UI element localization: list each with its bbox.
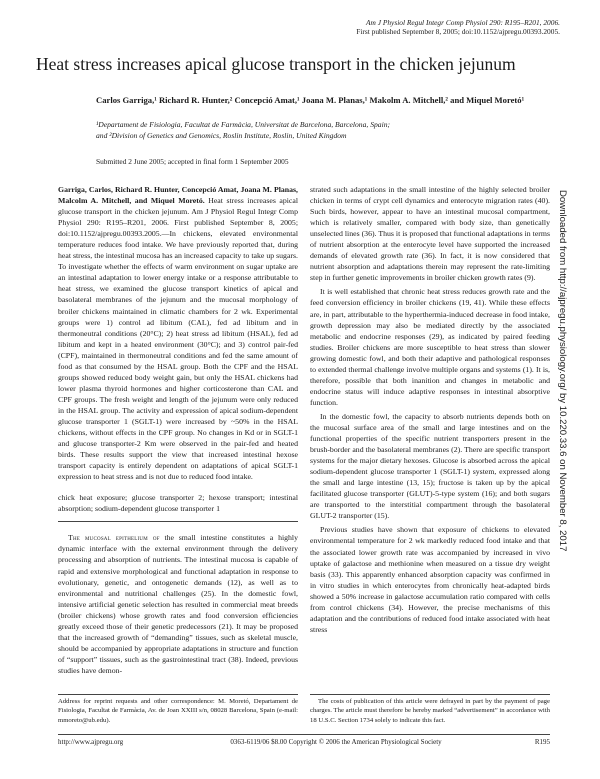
- affiliation-1: ¹Departament de Fisiologia, Facultat de Farmàcia, Universitat de Barcelona, Barcelona, Spain;: [96, 120, 391, 129]
- running-head: [140, 18, 560, 36]
- paragraph-heat-stress: It is well established that chronic heat stress reduces growth rate and the feed conversion efficiency in broiler chickens (19, 41). While these effects are, in part, attributable to the hyperthermia-induced decrease in food intake, growth depression may also be mediated directly by the associated metabolic and endocrine responses (29), as indicated by paired feeding studies. Broiler chickens are more susceptible to heat stress than slower growing domestic fowl, and both their adaptive and pathological responses to extended thermal challenge involve multiple organs and systems (1). It is, therefore, possible that both inanition and changes in metabolic and endocrine status will induce adaptive responses in intestinal absorptive function.: [310, 287, 550, 407]
- right-column: [310, 184, 550, 635]
- download-watermark: Downloaded from http://ajpregu.physiology.org/ by 10.220.33.6 on November 8, 2017: [557, 190, 568, 552]
- paragraph-previous-studies: Previous studies have shown that exposure of chickens to elevated environmental temperature for 2 wk markedly reduced food intake and that the associated lower growth rate was accompanied by increased in vivo uptake of galactose and methionine when measured on a tissue dry weight basis (33). This apparently enhanced absorption capacity was confirmed in in vitro studies in which enterocytes from chronically heat-adapted birds showed a 50% increase in galactose accumulation ratio compared with cells from control chickens (34). However, the precise mechanisms of this adaptation and the contributions of reduced food intake associated with heat stress: [310, 525, 550, 634]
- running-head-doi: First published September 8, 2005; doi:10.1152/ajpregu.00393.2005.: [356, 27, 560, 36]
- footnote-divider-left: [58, 694, 298, 695]
- intro-lead: The mucosal epithelium of: [68, 533, 160, 543]
- intro-text: the small intestine constitutes a highly dynamic interface with the external environment through the delivery processing and absorption of nutrients. The intestinal mucosa is capable of rapid and extensive morphological and functional adaptation in response to evolutionary, genetic, and ontogenetic demands (12), as well as to environmental and nutritional challenges (25). In the domestic fowl, intensive artificial genetic selection has resulted in commercial meat breeds (broiler chickens) whose growth rates and food conversion efficiencies greatly exceed those of their genetic predecessors (21). It may be proposed that the increased growth of “demanding” tissues, such as skeletal muscle, should be accompanied by appropriate adaptations in structure and function of “support” tissues, such as the gastrointestinal tract (38). Indeed, previous studies have demon-: [58, 533, 298, 675]
- page-number: R195: [534, 738, 550, 746]
- abstract-text: Heat stress increases apical glucose transport in the chicken jejunum. Am J Physiol Regul Integr Comp Physiol 290: R195–R201, 2006. First published September 8, 2005; doi:10.1152/ajpregu.00393.2005.—In chickens, elevated environmental temperature reduces food intake. We have previously reported that, during heat stress, the intestinal mucosa has an increased capacity to take up sugars. To investigate whether the effects of warm environment on sugar uptake are an intestinal adaptation to lower energy intake or a response attributable to heat stress, we examined the glucose transport kinetics of apical and basolateral membranes of the jejunum and the mucosal morphology of broiler chickens maintained in climatic chambers for 2 wk. Experimental groups were 1) control ad libitum (CAL), fed ad libitum and in thermoneutral conditions (20°C); 2) heat stress ad libitum (HSAL), fed ad libitum and kept in a heated environment (30°C); and 3) control pair-fed (CPF), maintained in thermoneutral conditions and fed the same amount of food as that consumed by the HSAL group. Both the CPF and the HSAL groups showed reduced body weight gain, but only the HSAL chickens had lower plasma thyroid hormones and higher corticosterone than CAL and CPF groups. The fresh weight and length of the jejunum were only reduced in the HSAL group. The activity and expression of apical sodium-dependent glucose transporter 1 (SGLT-1) were increased by ~50% in the HSAL chickens, without effects in the CPF group. No changes in Kd or in SGLT-1 and glucose transporter-2 Km were observed in the pair-fed and heated birds. These results support the view that increased intestinal hexose transport capacity is entirely dependent on adaptations of apical SGLT-1 expression to heat stress and is not due to reduced food intake.: [58, 196, 298, 482]
- paragraph-domestic-fowl: In the domestic fowl, the capacity to absorb nutrients depends both on the mucosal surface area of the small and large intestines and on the functional properties of the specific nutrient transporters present in the brush-border and the basolateral membranes (2). There are specific transport systems for the major dietary hexoses. Glucose is absorbed across the apical sodium-dependent glucose transporter 1 (SGLT-1) system, expressed along the small and large intestine (13, 15); fructose is taken up by the apical facilitated glucose transporter (GLUT)-5-type system (16); and both sugars are transported to the interstitial compartment through the basolateral GLUT-2 transporter (15).: [310, 411, 550, 521]
- page-charges-footnote: The costs of publication of this article were defrayed in part by the payment of page charges. The article must therefore be hereby marked “advertisement” in accordance with 18 U.S.C. Section 1734 solely to indicate this fact.: [310, 698, 550, 724]
- journal-url[interactable]: http://www.ajpregu.org: [58, 738, 124, 746]
- keywords: chick heat exposure; glucose transporter 2; hexose transport; intestinal absorption; sodium-dependent glucose transporter 1: [58, 493, 298, 514]
- paragraph-continued: strated such adaptations in the small intestine of the highly selected broiler chicken in terms of crypt cell dynamics and enterocyte migration rates (40). Such birds, however, appear to have an intestinal mucosal compartment, which is relatively smaller, compared with body size, than genetically unselected lines (36). Thus it is proposed that functional adaptations in terms of nutrient absorption at the enterocyte level have supported the increased demands of elevated growth rate (36). In fact, it is now considered that nutrient absorption and adaptations therein may represent the rate-limiting step in further genetic improvements in broiler chicken growth rates (9).: [310, 185, 550, 283]
- affiliations: [96, 119, 566, 141]
- abstract: [58, 184, 298, 482]
- introduction-paragraph: [58, 532, 298, 676]
- footnote-divider-right: [310, 694, 550, 695]
- affiliation-2: and ²Division of Genetics and Genomics, Roslin Institute, Roslin, United Kingdom: [96, 131, 347, 140]
- section-divider: [58, 521, 298, 522]
- correspondence-footnote: Address for reprint requests and other correspondence: M. Moretó, Departament de Fisiologia, Facultat de Farmàcia, Av. de Joan XXIII s/n, 08028 Barcelona, Spain (e-mail: mmoreto@ub.edu).: [58, 698, 298, 724]
- article-title: Heat stress increases apical glucose transport in the chicken jejunum: [36, 54, 516, 74]
- left-column: [58, 184, 298, 676]
- submission-dates: Submitted 2 June 2005; accepted in final form 1 September 2005: [96, 157, 289, 166]
- footer-divider: [58, 734, 550, 735]
- running-head-citation: Am J Physiol Regul Integr Comp Physiol 290: R195–R201, 2006.: [366, 18, 560, 27]
- copyright-line: 0363-6119/06 $8.00 Copyright © 2006 the American Physiological Society: [230, 738, 442, 746]
- abstract-authors: Garriga, Carlos, Richard R. Hunter, Concepció Amat, Joana M. Planas, Malcolm A. Mitchell, and Miquel Moretó.: [58, 185, 298, 206]
- author-list: Carlos Garriga,¹ Richard R. Hunter,² Concepció Amat,¹ Joana M. Planas,¹ Makolm A. Mitchell,² and Miquel Moretó¹: [96, 95, 525, 105]
